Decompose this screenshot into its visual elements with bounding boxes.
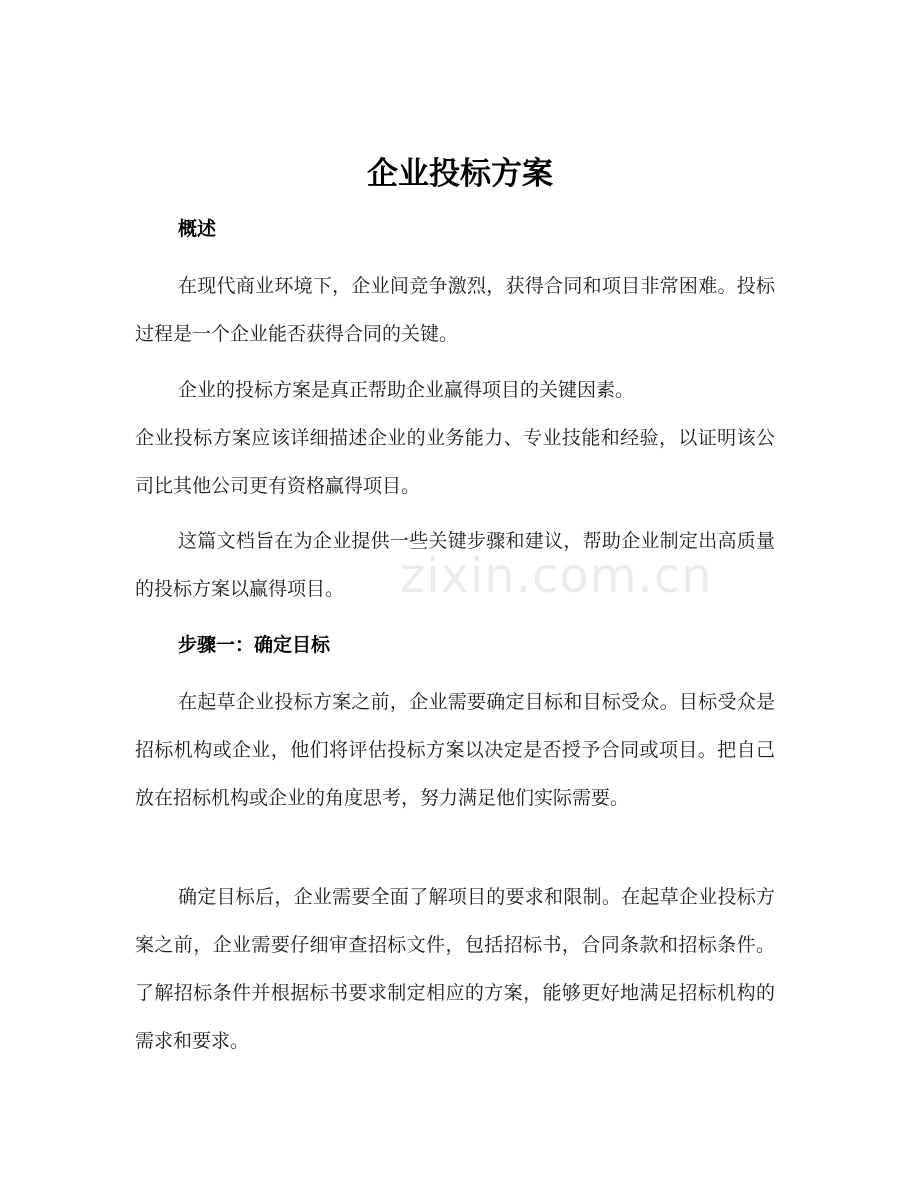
- paragraph-overview-2: 企业的投标方案是真正帮助企业赢得项目的关键因素。: [178, 379, 635, 401]
- paragraph-step-one-1: 在起草企业投标方案之前，企业需要确定目标和目标受众。目标受众是招标机构或企业，他们将评估投标方案以决定是否授予合同或项目。把自己放在招标机构或企业的角度思考，努力满足他们实际需要。: [135, 691, 775, 809]
- section-heading-step-one: 步骤一：确定目标: [178, 634, 331, 656]
- paragraph-overview-3: 企业投标方案应该详细描述企业的业务能力、专业技能和经验，以证明该公司比其他公司更有资格赢得项目。: [135, 427, 775, 497]
- paragraph-overview-4: 这篇文档旨在为企业提供一些关键步骤和建议，帮助企业制定出高质量的投标方案以赢得项目。: [135, 530, 775, 600]
- paragraph-overview-1: 在现代商业环境下，企业间竞争激烈，获得合同和项目非常困难。投标过程是一个企业能否获得合同的关键。: [135, 275, 775, 345]
- document-title: 企业投标方案: [367, 156, 553, 192]
- paragraph-step-one-2: 确定目标后，企业需要全面了解项目的要求和限制。在起草企业投标方案之前，企业需要仔细审查招标文件，包括招标书，合同条款和招标条件。了解招标条件并根据标书要求制定相应的方案，能够更好地满足招标机构的需求和要求。: [135, 886, 775, 1052]
- section-heading-overview: 概述: [178, 218, 217, 240]
- watermark-text: zixin.com.cn: [400, 548, 713, 604]
